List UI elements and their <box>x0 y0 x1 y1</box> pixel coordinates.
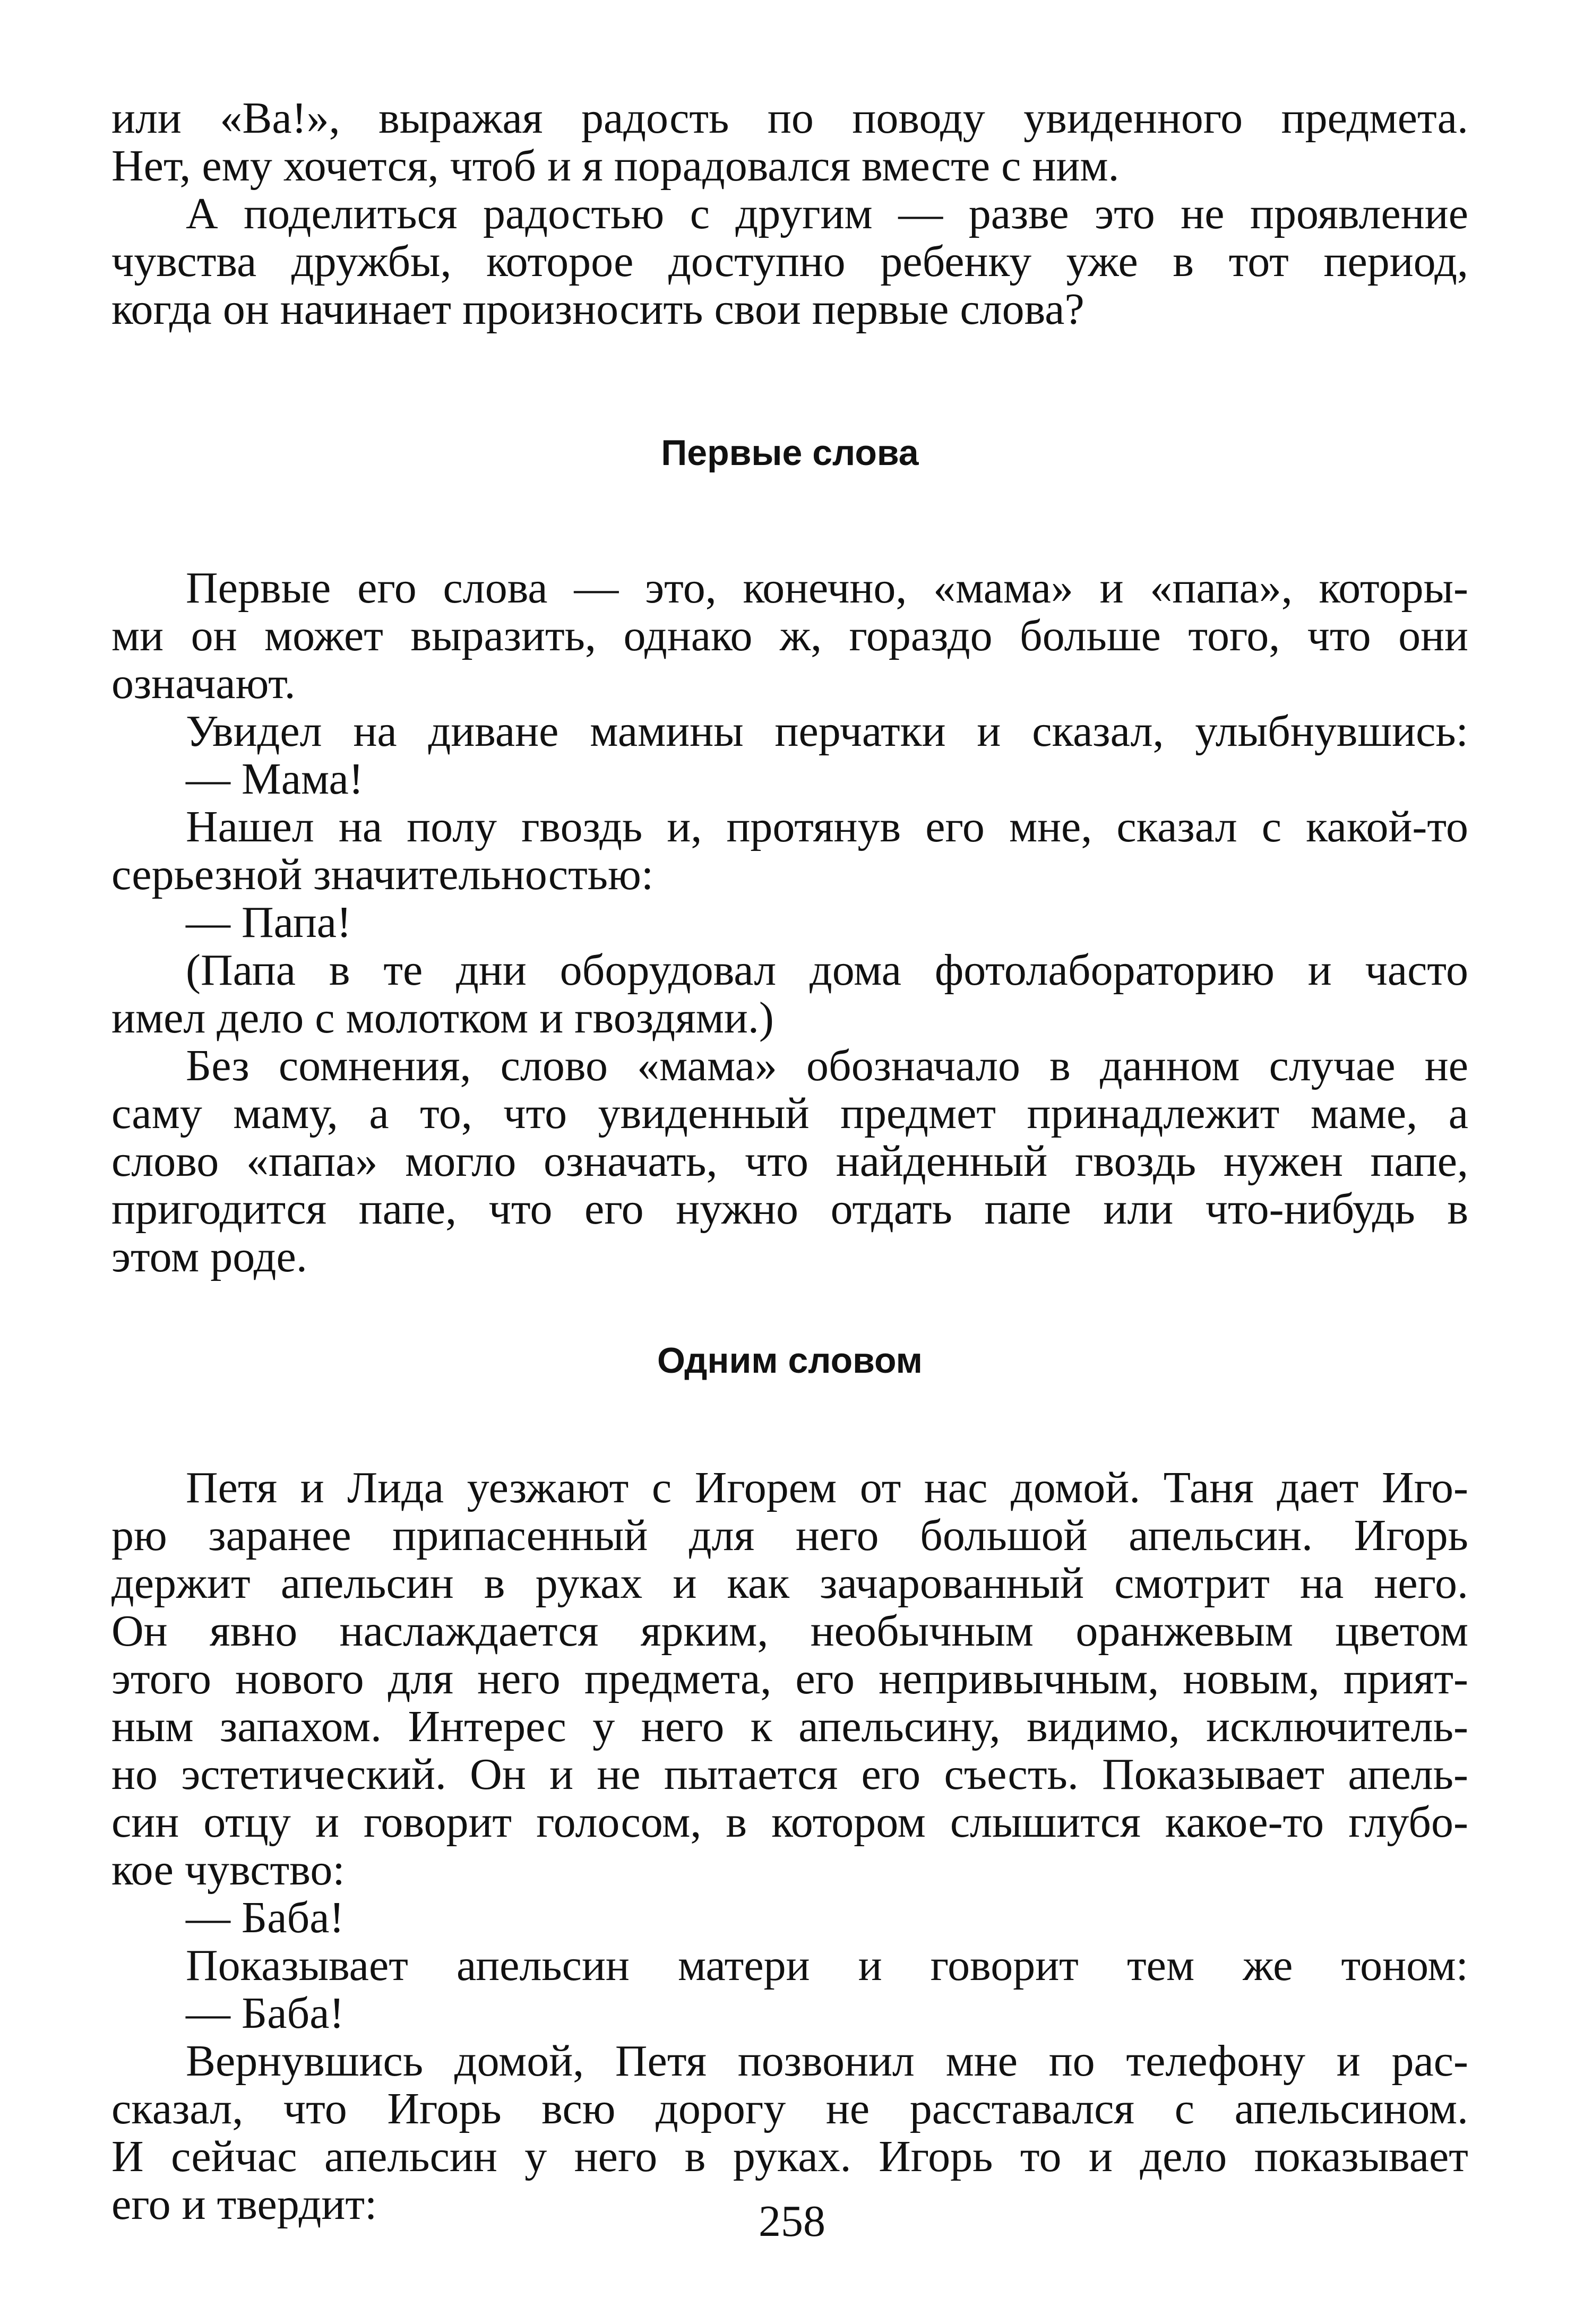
text-line: серьезной значительностью: <box>111 851 654 899</box>
text-line: — Баба! <box>186 1894 345 1942</box>
text-line: этого нового для него предмета, его непривычным, новым, прият- <box>111 1655 1468 1703</box>
text-line: сказал, что Игорь всю дорогу не расставался с апельсином. <box>111 2085 1468 2133</box>
text-line: (Папа в те дни оборудовал дома фотолабораторию и часто <box>186 946 1468 994</box>
text-line: — Папа! <box>186 899 352 946</box>
text-line: Нашел на полу гвоздь и, протянув его мне, сказал с какой-то <box>186 803 1468 851</box>
text-line: Нет, ему хочется, чтоб и я порадовался вместе с ним. <box>111 142 1120 190</box>
text-line: син отцу и говорит голосом, в котором слышится какое-то глубо- <box>111 1798 1468 1846</box>
text-line: И сейчас апельсин у него в руках. Игорь то и дело показывает <box>111 2133 1468 2181</box>
text-line: ми он может выразить, однако ж, гораздо больше того, что они <box>111 612 1468 660</box>
text-line: саму маму, а то, что увиденный предмет принадлежит маме, а <box>111 1090 1468 1138</box>
section-heading: Первые слова <box>661 433 919 473</box>
text-line: держит апельсин в руках и как зачарованный смотрит на него. <box>111 1560 1468 1607</box>
text-line: этом роде. <box>111 1233 307 1281</box>
text-line: означают. <box>111 660 296 708</box>
intro-paragraph <box>111 94 1468 333</box>
book-page <box>111 94 1468 2228</box>
section-heading: Одним словом <box>657 1340 923 1381</box>
text-line: имел дело с молотком и гвоздями.) <box>111 994 774 1042</box>
text-line: или «Ва!», выражая радость по поводу увиденного предмета. <box>111 94 1468 142</box>
text-line: но эстетический. Он и не пытается его съесть. Показывает апель- <box>111 1751 1468 1798</box>
text-line: когда он начинает произносить свои первые слова? <box>111 286 1084 333</box>
text-line: ным запахом. Интерес у него к апельсину, видимо, исключитель- <box>111 1703 1468 1751</box>
text-line: кое чувство: <box>111 1846 345 1894</box>
text-line: Показывает апельсин матери и говорит тем же тоном: <box>186 1942 1468 1990</box>
page-number: 258 <box>759 2197 825 2246</box>
text-line: его и твердит: <box>111 2181 377 2228</box>
section-one-word <box>111 1464 1468 2228</box>
text-line: — Баба! <box>186 1990 345 2037</box>
text-line: чувства дружбы, которое доступно ребенку уже в тот период, <box>111 238 1468 286</box>
text-line: Без сомнения, слово «мама» обозначало в данном случае не <box>186 1042 1468 1090</box>
text-line: Увидел на диване мамины перчатки и сказал, улыбнувшись: <box>186 708 1468 755</box>
text-line: слово «папа» могло означать, что найденный гвоздь нужен папе, <box>111 1138 1468 1185</box>
section-first-words <box>111 564 1468 1281</box>
text-line: — Мама! <box>186 755 364 803</box>
text-line: Первые его слова — это, конечно, «мама» и «папа», которы- <box>186 564 1468 612</box>
text-line: А поделиться радостью с другим — разве это не проявление <box>186 190 1468 238</box>
text-line: Вернувшись домой, Петя позвонил мне по телефону и рас- <box>186 2037 1468 2085</box>
text-line: пригодится папе, что его нужно отдать папе или что-нибудь в <box>111 1185 1468 1233</box>
text-line: рю заранее припасенный для него большой апельсин. Игорь <box>111 1512 1468 1560</box>
text-line: Петя и Лида уезжают с Игорем от нас домой. Таня дает Иго- <box>186 1464 1468 1512</box>
text-line: Он явно наслаждается ярким, необычным оранжевым цветом <box>111 1607 1468 1655</box>
